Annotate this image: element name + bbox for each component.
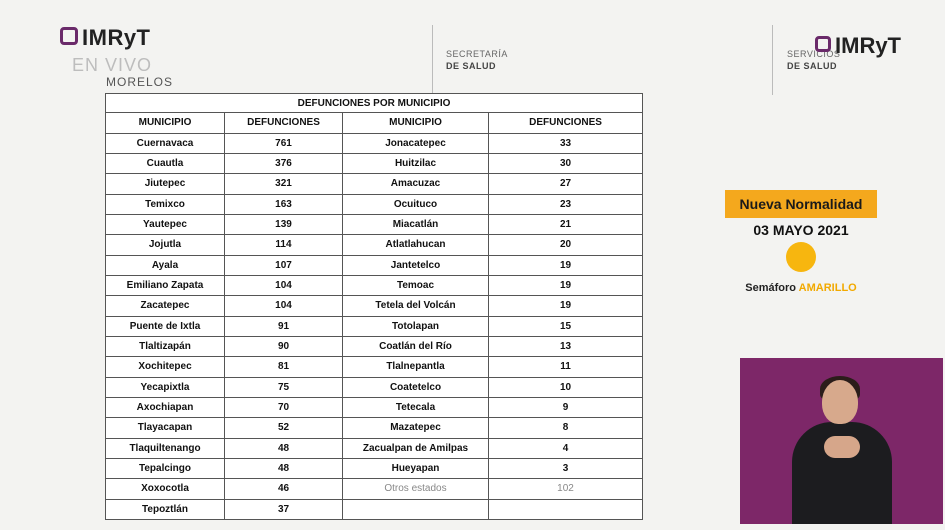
imryt-logo-left (60, 25, 180, 90)
deaths-cell: 48 (225, 438, 343, 458)
imryt-mark-icon (60, 27, 78, 45)
municipality-cell: Coatlán del Río (343, 336, 489, 356)
municipality-cell: Zacatepec (106, 296, 225, 316)
municipality-cell: Tlalnepantla (343, 357, 489, 377)
deaths-cell: 9 (489, 397, 643, 417)
table-row (106, 357, 643, 377)
deaths-cell: 33 (489, 133, 643, 153)
deaths-cell: 30 (489, 153, 643, 173)
logo-left-text: IMRyT (82, 25, 151, 50)
municipality-cell: Ocuituco (343, 194, 489, 214)
table-row (106, 479, 643, 499)
municipality-cell: Tetela del Volcán (343, 296, 489, 316)
municipality-cell: Mazatepec (343, 418, 489, 438)
semaforo-label: Semáforo AMARILLO (745, 282, 857, 294)
table-row (106, 174, 643, 194)
deaths-cell: 102 (489, 479, 643, 499)
table-row (106, 418, 643, 438)
municipality-cell: Tepoztlán (106, 499, 225, 519)
deaths-cell: 23 (489, 194, 643, 214)
deaths-cell: 13 (489, 336, 643, 356)
deaths-cell: 48 (225, 458, 343, 478)
deaths-by-municipality-table (105, 93, 643, 520)
municipality-cell: Amacuzac (343, 174, 489, 194)
municipality-cell: Totolapan (343, 316, 489, 336)
deaths-cell: 3 (489, 458, 643, 478)
deaths-cell: 19 (489, 255, 643, 275)
divider (772, 25, 773, 95)
municipality-cell: Axochiapan (106, 397, 225, 417)
municipality-cell: Ayala (106, 255, 225, 275)
table-row (106, 397, 643, 417)
servicios-salud-label: SERVICIOS DE SALUD (787, 49, 841, 71)
table-row (106, 296, 643, 316)
table-title: DEFUNCIONES POR MUNICIPIO (106, 94, 643, 113)
column-header: DEFUNCIONES (489, 113, 643, 133)
deaths-cell: 15 (489, 316, 643, 336)
deaths-cell: 104 (225, 296, 343, 316)
deaths-cell: 21 (489, 214, 643, 234)
municipality-cell: Tetecala (343, 397, 489, 417)
deaths-cell: 81 (225, 357, 343, 377)
deaths-cell: 163 (225, 194, 343, 214)
table-row (106, 194, 643, 214)
municipality-cell: Jonacatepec (343, 133, 489, 153)
deaths-cell: 11 (489, 357, 643, 377)
table-row (106, 214, 643, 234)
table-row (106, 255, 643, 275)
table-row (106, 235, 643, 255)
divider (432, 25, 433, 95)
table-row (106, 438, 643, 458)
municipality-cell: Xochitepec (106, 357, 225, 377)
municipality-cell: Jiutepec (106, 174, 225, 194)
column-header: DEFUNCIONES (225, 113, 343, 133)
deaths-cell: 104 (225, 275, 343, 295)
municipality-cell: Tepalcingo (106, 458, 225, 478)
municipality-cell: Emiliano Zapata (106, 275, 225, 295)
deaths-cell: 91 (225, 316, 343, 336)
deaths-cell: 70 (225, 397, 343, 417)
table-row (106, 377, 643, 397)
table-row (106, 133, 643, 153)
municipality-cell: Tlayacapan (106, 418, 225, 438)
deaths-cell: 27 (489, 174, 643, 194)
state-label: MORELOS (106, 75, 174, 89)
deaths-cell: 4 (489, 438, 643, 458)
municipality-cell: Huitzilac (343, 153, 489, 173)
secretaria-salud-label: SECRETARÍA DE SALUD (446, 49, 508, 71)
semaforo-dot (786, 242, 816, 272)
column-header: MUNICIPIO (343, 113, 489, 133)
imryt-mark-icon (815, 36, 831, 52)
municipality-cell: Temixco (106, 194, 225, 214)
deaths-cell: 376 (225, 153, 343, 173)
deaths-cell: 19 (489, 275, 643, 295)
municipality-cell: Cuernavaca (106, 133, 225, 153)
deaths-cell: 46 (225, 479, 343, 499)
table-row (106, 458, 643, 478)
municipality-cell: Xoxocotla (106, 479, 225, 499)
deaths-cell (489, 499, 643, 519)
table-row (106, 275, 643, 295)
deaths-cell: 20 (489, 235, 643, 255)
deaths-cell: 321 (225, 174, 343, 194)
municipality-cell: Zacualpan de Amilpas (343, 438, 489, 458)
deaths-cell: 90 (225, 336, 343, 356)
table-row (106, 153, 643, 173)
table-row (106, 316, 643, 336)
municipality-cell: Jojutla (106, 235, 225, 255)
municipality-cell: Hueyapan (343, 458, 489, 478)
interpreter-hands (824, 436, 860, 458)
interpreter-head (822, 380, 858, 424)
sign-language-interpreter-video (740, 358, 943, 524)
municipality-cell: Cuautla (106, 153, 225, 173)
table-row (106, 336, 643, 356)
municipality-cell: Puente de Ixtla (106, 316, 225, 336)
deaths-cell: 107 (225, 255, 343, 275)
deaths-cell: 8 (489, 418, 643, 438)
deaths-cell: 37 (225, 499, 343, 519)
municipality-cell: Temoac (343, 275, 489, 295)
deaths-cell: 139 (225, 214, 343, 234)
deaths-cell: 761 (225, 133, 343, 153)
deaths-cell: 114 (225, 235, 343, 255)
municipality-cell: Yecapixtla (106, 377, 225, 397)
deaths-cell: 52 (225, 418, 343, 438)
column-header: MUNICIPIO (106, 113, 225, 133)
live-label: EN VIVO (72, 55, 153, 75)
date-label: 03 MAYO 2021 (753, 222, 849, 238)
municipality-cell: Yautepec (106, 214, 225, 234)
table-title-row (106, 94, 643, 113)
deaths-cell: 75 (225, 377, 343, 397)
table-row (106, 499, 643, 519)
municipality-cell: Atlatlahucan (343, 235, 489, 255)
municipality-cell: Coatetelco (343, 377, 489, 397)
municipality-cell: Miacatlán (343, 214, 489, 234)
municipality-cell: Otros estados (343, 479, 489, 499)
municipality-cell: Jantetelco (343, 255, 489, 275)
municipality-cell (343, 499, 489, 519)
table-header-row (106, 113, 643, 133)
deaths-cell: 10 (489, 377, 643, 397)
phase-badge: Nueva Normalidad (725, 190, 877, 218)
municipality-cell: Tlaquiltenango (106, 438, 225, 458)
deaths-cell: 19 (489, 296, 643, 316)
municipality-cell: Tlaltizapán (106, 336, 225, 356)
